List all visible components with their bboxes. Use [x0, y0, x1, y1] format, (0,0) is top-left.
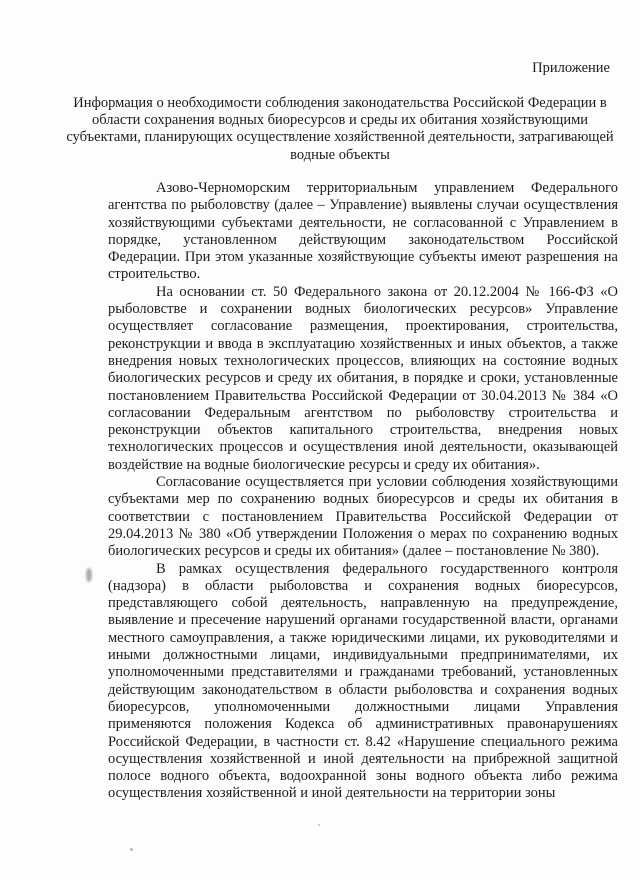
paragraph-state-control: В рамках осуществления федерального государственного контроля (надзора) в области рыболовства и сохранения водных биоресурсов, представляющего собой деятельность, направленную на предупреждение, выявление и пресечение нарушений органами государственной власти, органами местного самоуправления, а также юридическими лицами, их руководителями и иными должностными лицами, индивидуальными предпринимателями, их уполномоченными представителями и гражданами требований, установленных действующим законодательством в области рыболовства и сохранения водных биоресурсов, уполномоченными должностными лицами Управления применяются положения Кодекса об административных правонарушениях Российской Федерации, в частности ст. 8.42 «Нарушение специального режима осуществления хозяйственной и иной деятельности на прибрежной защитной полосе водного объекта, водоохранной зоны водного объекта либо режима осуществления хозяйственной и иной деятельности на территории зоны — [108, 560, 618, 802]
paragraph-legal-basis: На основании ст. 50 Федерального закона от 20.12.2004 № 166-ФЗ «О рыболовстве и сохранении водных биологических ресурсов» Управление осуществляет согласование размещения, проектирования, строительства, реконструкции и ввода в эксплуатацию хозяйственных и иных объектов, а также внедрения новых технологических процессов, влияющих на состояние водных биологических ресурсов и среду их обитания, в порядке и сроки, установленные постановлением Правительства Российской Федерации от 30.04.2013 № 384 «О согласовании Федеральным агентством по рыболовству строительства и реконструкции объектов капитального строительства, внедрения новых технологических процессов и осуществления иной деятельности, оказывающей воздействие на водные биологические ресурсы и среду их обитания». — [108, 283, 618, 473]
document-body — [108, 180, 618, 803]
scan-speck — [130, 848, 133, 851]
appendix-label: Приложение — [532, 60, 610, 76]
paragraph-approval-conditions: Согласование осуществляется при условии соблюдения хозяйствующими субъектами мер по сохранению водных биоресурсов и среды их обитания в соответствии с постановлением Правительства Российской Федерации от 29.04.2013 № 380 «Об утверждении Положения о мерах по сохранению водных биологических ресурсов и среды их обитания» (далее – постановление № 380). — [108, 474, 618, 560]
scan-speck — [318, 824, 320, 826]
scan-ink-blot — [86, 568, 92, 582]
document-title: Информация о необходимости соблюдения законодательства Российской Федерации в области сохранения водных биоресурсов и среды их обитания хозяйствующими субъектами, планирующих осуществление хозяйственной деятельности, затрагивающей водные объекты — [66, 95, 614, 163]
paragraph-violations-found: Азово-Черноморским территориальным управлением Федерального агентства по рыболовству (далее – Управление) выявлены случаи осуществления хозяйствующими субъектами деятельности, не согласованной с Управлением в порядке, установленном действующим законодательством Российской Федерации. При этом указанные хозяйствующие субъекты имеют разрешения на строительство. — [108, 180, 618, 283]
